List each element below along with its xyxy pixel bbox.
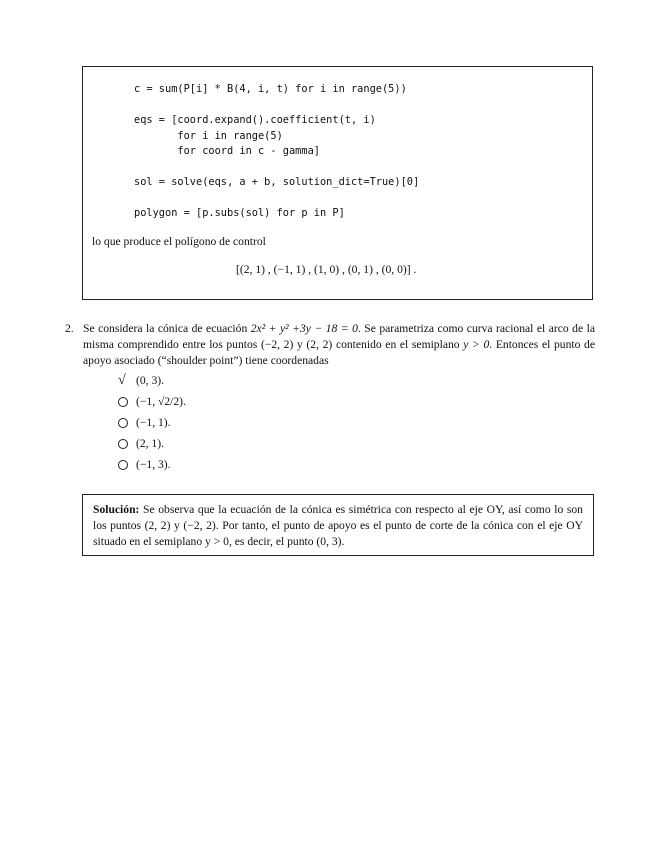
option-2-label: (−1, √2/2). [136,395,186,408]
option-3-label: (−1, 1). [136,416,171,429]
radio-icon [118,439,128,449]
option-3[interactable] [118,416,171,429]
option-4-label: (2, 1). [136,437,165,450]
question-text-part2: . Se parametriza como curva racional el arco de la misma comprendido entre los puntos (−2, 2) y (2, 2) contenido en el semiplano [83,322,595,351]
radio-icon [118,418,128,428]
code-line-polygon: polygon = [p.subs(sol) for p in P] [134,207,345,219]
code-line-for-coord: for coord in c - gamma] [134,145,320,157]
control-polygon: [(2, 1) , (−1, 1) , (1, 0) , (0, 1) , (0, 0)] . [236,263,417,276]
solution-text: Se observa que la ecuación de la cónica es simétrica con respecto al eje OY, así como lo son los puntos (2, 2) y (−2, 2). Por tanto, el punto de apoyo es el punto de corte de la cónica con el eje OY situado en el semiplano y > 0, es decir, el punto (0, 3). [93,503,583,548]
code-line-c: c = sum(P[i] * B(4, i, t) for i in range(5)) [134,83,407,95]
radio-icon [118,397,128,407]
option-5[interactable] [118,458,171,471]
solution-label: Solución: [93,503,140,516]
option-4[interactable] [118,437,164,450]
conic-equation: 2x² + y² +3y − 18 = 0 [250,322,358,335]
code-line-for-i: for i in range(5) [134,130,283,142]
option-1-label: (0, 3). [136,374,165,387]
radio-icon [118,460,128,470]
code-box [82,66,593,300]
question-text [83,321,595,369]
option-1[interactable] [118,374,164,387]
code-line-sol: sol = solve(eqs, a + b, solution_dict=True)[0] [134,176,420,188]
checkmark-icon: √ [118,372,126,388]
option-2[interactable] [118,395,186,408]
question-number: 2. [65,322,74,335]
half-plane: y > 0 [463,338,490,351]
solution-box [82,494,594,556]
code-result-text: lo que produce el polígono de control [92,235,266,248]
code-line-eqs: eqs = [coord.expand().coefficient(t, i) [134,114,376,126]
question-text-part1: Se considera la cónica de ecuación [83,322,251,335]
question-2 [65,321,595,369]
question-text-part3: . Entonces el punto de apoyo asociado (“shoulder point”) tiene coordenadas [83,338,595,367]
option-5-label: (−1, 3). [136,458,171,471]
